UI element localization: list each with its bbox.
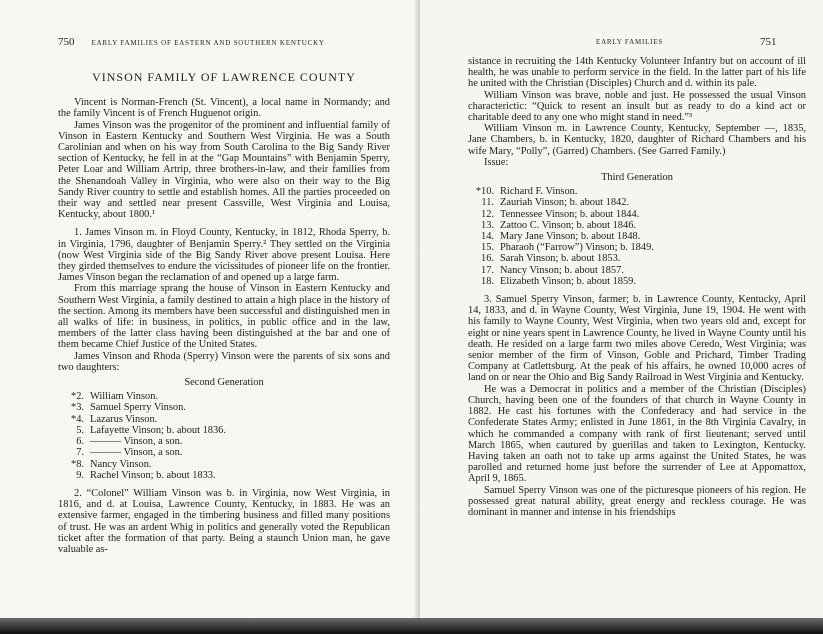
paragraph: James Vinson was the progenitor of the prominent and influential family of Vinson in Eastern Kentucky and Southern West Virginia. He was a South Carolinian and when on his way from South Carolina to the Big Sandy River section of Kentucky, he fell in at the “Gap Mountains” with Benjamin Sperry, Peter Loar and William Artrip, three brothers-in-law, and their families from the Shenandoah Valley in Virginia, who were also on their way to the Big Sandy River country to settle and establish homes. All the parties proceeded on their way and settled near present Cassville, West Virginia and Louisa, Kentucky, about 1800.¹	[58, 119, 390, 221]
list-item: 18. Elizabeth Vinson; b. about 1859.	[481, 275, 636, 287]
left-column	[58, 62, 390, 555]
paragraph: William Vinson m. in Lawrence County, Kentucky, September —, 1835, Jane Chambers, b. in Kentucky, 1820, daughter of Richard Chambers and his wife Mary, “Polly”, (Garred) Chambers. (See Garred Family.)	[468, 123, 806, 157]
list-item: 14. Mary Jane Vinson; b. about 1848.	[481, 231, 641, 243]
list-item: 5. Lafayette Vinson; b. about 1836.	[76, 424, 226, 436]
scan-bottom-edge	[0, 618, 823, 634]
right-page-number: 751	[760, 36, 777, 48]
list-item: 7. ——— Vinson, a son.	[76, 447, 183, 459]
issue-label: Issue:	[484, 156, 509, 168]
list-item: 16. Sarah Vinson; b. about 1853.	[481, 253, 621, 265]
list-item: 15. Pharaoh (“Farrow”) Vinson; b. 1849.	[481, 242, 654, 254]
paragraph: sistance in recruiting the 14th Kentucky Volunteer Infantry but on account of ill health, he was unable to perform service in the field. In the latter part of his life he united with the Christian (Disciples) Church and d. within its pale.	[468, 56, 806, 90]
paragraph: 3. Samuel Sperry Vinson, farmer; b. in Lawrence County, Kentucky, April 14, 1833, and d. in Wayne County, West Virginia, June 19, 1904. He went with his family to Wayne County, West Virginia, when two years old and, except for eight or nine years spent in Lawrence County, he lived in Wayne County until his death. He resided on a large farm two miles above Ceredo, West Virginia; was senior member of the firm of Vinson, Goble and Prichard, Timber Trading Company at Catlettsburg. At the peak of his affairs, he owned 10,000 acres of land on or near the Ohio and Big Sandy Railroad in West Virginia and Kentucky.	[468, 294, 806, 384]
paragraph: From this marriage sprang the house of Vinson in Eastern Kentucky and Southern West Virginia, a family destined to attain a high place in the history of the section. Among its members have been successful and distinguished men in all walks of life: in business, in politics, in public office and in the law, members of the latter class having been distinguished at the bar and one of them became Chief Justice of the United States.	[58, 283, 390, 351]
left-page-header	[58, 36, 325, 48]
list-item: 17. Nancy Vinson; b. about 1857.	[481, 264, 624, 276]
list-item: *3. Samuel Sperry Vinson.	[71, 402, 186, 414]
list-item: 9. Rachel Vinson; b. about 1833.	[76, 469, 216, 481]
paragraph: 2. “Colonel” William Vinson was b. in Virginia, now West Virginia, in 1816, and d. at Louisa, Lawrence County, Kentucky, in 1883. He was an extensive farmer, engaged in the timbering business and filled many positions of trust. He was an ardent Whig in politics and generally voted the Republican ticket after the formation of that party. Being a staunch Union man, he gave valuable as-	[58, 487, 390, 555]
left-page-number: 750	[58, 36, 75, 48]
paragraph: James Vinson and Rhoda (Sperry) Vinson were the parents of six sons and two daughters:	[58, 350, 390, 373]
list-item: *4. Lazarus Vinson.	[71, 413, 158, 425]
list-item: *8. Nancy Vinson.	[71, 458, 152, 470]
right-running-head: EARLY FAMILIES	[596, 38, 664, 46]
list-item: 13. Zattoo C. Vinson; b. about 1846.	[481, 219, 636, 231]
children-list	[468, 186, 806, 287]
paragraph: Samuel Sperry Vinson was one of the picturesque pioneers of his region. He possessed great natural ability, great energy and reckless courage. He was dominant in manner and intense in his friendships	[468, 484, 806, 518]
list-item: *10. Richard F. Vinson.	[475, 186, 578, 198]
list-item: *2. William Vinson.	[71, 391, 159, 403]
generation-heading: Second Generation	[184, 377, 264, 389]
paragraph: 1. James Vinson m. in Floyd County, Kentucky, in 1812, Rhoda Sperry, b. in Virginia, 1796, daughter of Benjamin Sperry.² They settled on the Virginia (now West Virginia side of the Big Sandy River above present Louisa. Here they girded themselves to endure the vicissitudes of pioneer life on the frontier. James Vinson began the reclamation of and opened up a large farm.	[58, 227, 390, 284]
generation-heading: Third Generation	[601, 172, 673, 184]
right-page	[420, 0, 823, 634]
left-running-head: EARLY FAMILIES OF EASTERN AND SOUTHERN KENTUCKY	[91, 39, 325, 47]
paragraph: Vincent is Norman-French (St. Vincent), a local name in Normandy; and the family Vincent is of French Huguenot origin.	[58, 97, 390, 120]
paragraph: He was a Democrat in politics and a member of the Christian (Disciples) Church, having been one of the founders of that church in Wayne County in 1882. He cast his fortunes with the Confederacy and had service in the Confederate States Army; enlisted in June 1861, in the 8th Virginia Cavalry, in which he commanded a company with rank of first lieutenant; served until March 1865, when cautured by guerillas and taken to Lexington, Kentucky. Having taken an oath not to take up arms against the United States, he was parolled and returned home just before the surrender of Lee at Appomattox, April 9, 1865.	[468, 383, 806, 485]
right-page-number-wrap	[760, 36, 777, 48]
right-column	[468, 56, 806, 518]
children-list	[58, 391, 390, 481]
section-title: VINSON FAMILY OF LAWRENCE COUNTY	[92, 70, 356, 84]
paragraph: William Vinson was brave, noble and just. He possessed the usual Vinson characterictic: “Quick to resent an insult but as ready to do a kind act or charitable deed to any one who might stand in need.”³	[468, 89, 806, 124]
list-item: 11. Zauriah Vinson; b. about 1842.	[481, 197, 630, 209]
list-item: 6. ——— Vinson, a son.	[76, 436, 183, 448]
list-item: 12. Tennessee Vinson; b. about 1844.	[481, 208, 640, 220]
